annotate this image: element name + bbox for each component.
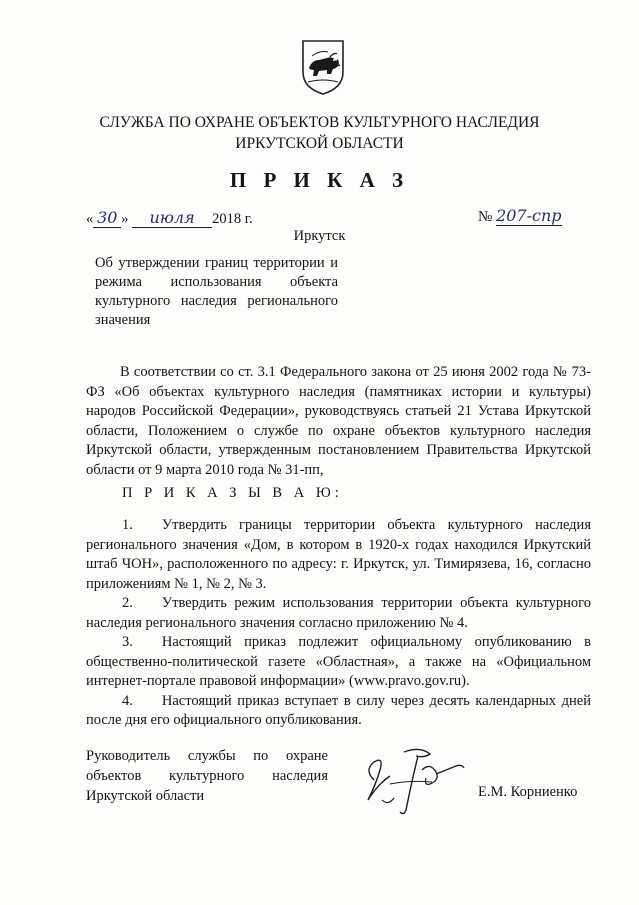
order-items xyxy=(86,516,591,731)
document-title: П Р И К А З xyxy=(229,168,410,192)
city: Иркутск xyxy=(293,228,346,244)
date-year: 2018 г. xyxy=(212,211,253,227)
signatory-name: Е.М. Корниенко xyxy=(478,784,578,800)
date-day: 30 xyxy=(93,208,121,228)
preamble-paragraph: В соответствии со ст. 3.1 Федерального закона от 25 июня 2002 года № 73-ФЗ «Об объектах культурного наследия (памятниках истории и культуры) народов Российской Федерации», руководствуясь статьей 21 Устава Иркутской области, Положением о службе по охране объектов культурного наследия Иркутской области, утвержденным постановлением Правительства Иркутской области от 9 марта 2010 года № 31-пп, xyxy=(86,364,591,478)
order-number xyxy=(478,206,562,226)
number-label: № xyxy=(478,209,493,225)
date-month: июля xyxy=(132,208,212,228)
signature-icon xyxy=(360,740,470,820)
order-heading: П Р И К А З Ы В А Ю: xyxy=(122,485,343,501)
order-item-1: 1. Утвердить границы территории объекта культурного наследия регионального значения «Дом, в котором в 1920-х годах находился Иркутский штаб ЧОН», расположенного по адресу: г. Иркутск, ул. Тимирязева, 16, согласно приложениям № 1, № 2, № 3. xyxy=(86,517,591,592)
org-name-line1: СЛУЖБА ПО ОХРАНЕ ОБЪЕКТОВ КУЛЬТУРНОГО НАСЛЕДИЯ xyxy=(99,114,540,131)
date-close-quote: » xyxy=(121,211,129,227)
order-item-2: 2. Утвердить режим использования территории объекта культурного наследия регионального значения согласно приложению № 4. xyxy=(86,595,591,631)
signatory-position: Руководитель службы по охране объектов культурного наследия Иркутской области xyxy=(86,748,328,804)
date-open-quote: « xyxy=(86,211,94,227)
order-item-4: 4. Настоящий приказ вступает в силу через десять календарных дней после дня его официального опубликования. xyxy=(86,692,591,728)
order-subject: Об утверждении границ территории и режима использования объекта культурного наследия регионального значения xyxy=(95,255,338,328)
order-item-3: 3. Настоящий приказ подлежит официальному опубликованию в общественно-политической газете «Областная», а также на «Официальном интернет-портале правовой информации» (www.pravo.gov.ru). xyxy=(86,634,591,689)
number-value: 207-спр xyxy=(496,206,562,225)
coat-of-arms-icon xyxy=(300,38,346,96)
date-line xyxy=(86,208,253,228)
org-name-line2: ИРКУТСКОЙ ОБЛАСТИ xyxy=(235,135,404,152)
